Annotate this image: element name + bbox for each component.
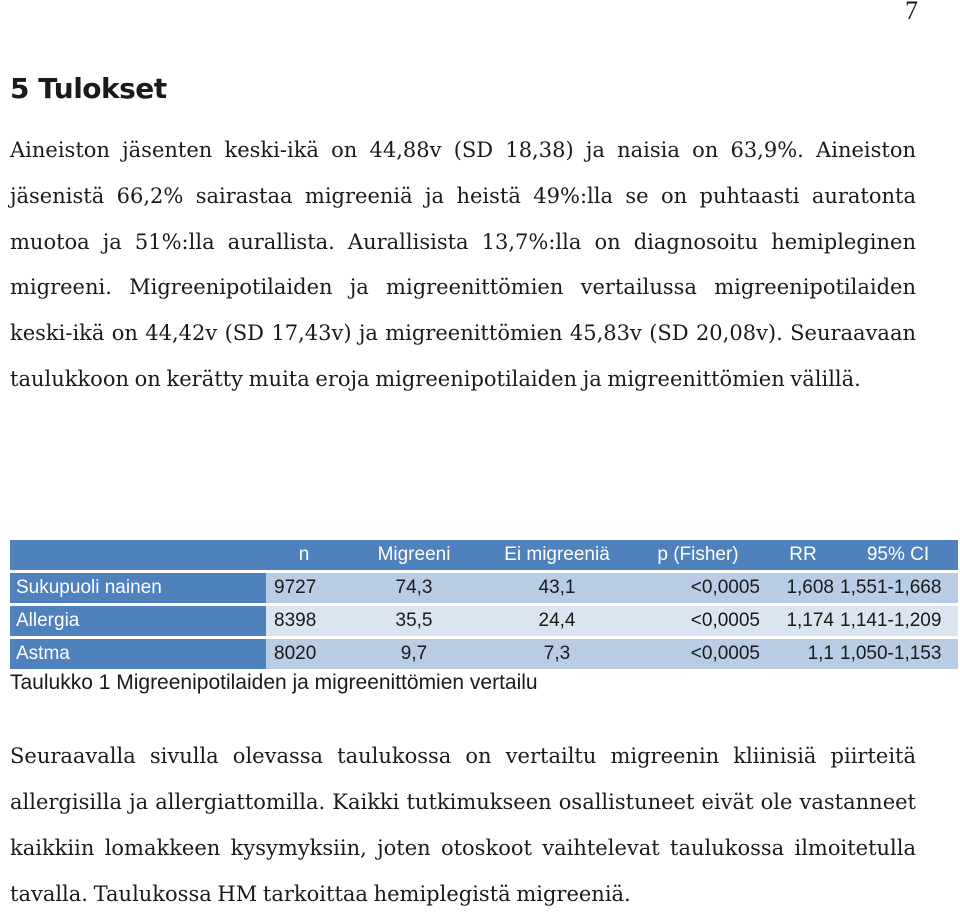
table-row — [10, 606, 958, 636]
cell-migreeni: 74,3 — [342, 573, 486, 603]
cell-p: <0,0005 — [628, 639, 768, 669]
cell-rr: 1,608 — [768, 573, 838, 603]
cell-ei-migreenia: 24,4 — [486, 606, 628, 636]
header-cell-ci: 95% CI — [838, 540, 958, 570]
cell-ei-migreenia: 43,1 — [486, 573, 628, 603]
cell-n: 9727 — [266, 573, 342, 603]
cell-p: <0,0005 — [628, 606, 768, 636]
header-cell-rr: RR — [768, 540, 838, 570]
cell-ci: 1,141-1,209 — [838, 606, 958, 636]
cell-p: <0,0005 — [628, 573, 768, 603]
cell-n: 8020 — [266, 639, 342, 669]
header-cell-n: n — [266, 540, 342, 570]
following-paragraph: Seuraavalla sivulla olevassa taulukossa on vertailtu migreenin kliinisiä piirteitä allergisilla ja allergiattomilla. Kaikki tutkimukseen osallistuneet eivät ole vastanneet kaikkiin lomakkeen kysymyksiin, joten otoskoot vaihtelevat taulukossa ilmoitetulla tavalla. Taulukossa HM tarkoittaa hemiplegistä migreeniä. — [10, 744, 916, 906]
comparison-table — [10, 537, 958, 672]
cell-ci: 1,551-1,668 — [838, 573, 958, 603]
header-cell-migreeni: Migreeni — [342, 540, 486, 570]
section-heading: 5 Tulokset — [10, 72, 167, 105]
page-number: 7 — [905, 0, 918, 25]
table-caption: Taulukko 1 Migreenipotilaiden ja migreenittömien vertailu — [10, 671, 538, 694]
cell-ci: 1,050-1,153 — [838, 639, 958, 669]
cell-n: 8398 — [266, 606, 342, 636]
header-cell-ei-migreenia: Ei migreeniä — [486, 540, 628, 570]
row-label: Sukupuoli nainen — [10, 573, 266, 603]
row-label: Astma — [10, 639, 266, 669]
table-row — [10, 573, 958, 603]
results-paragraph: Aineiston jäsenten keski-ikä on 44,88v (SD 18,38) ja naisia on 63,9%. Aineiston jäsenistä 66,2% sairastaa migreeniä ja heistä 49%:lla se on puhtaasti auratonta muotoa ja 51%:lla aurallista. Aurallisista 13,7%:lla on diagnosoitu hemipleginen migreeni. Migreenipotilaiden ja migreenittömien vertailussa migreenipotilaiden keski-ikä on 44,42v (SD 17,43v) ja migreenittömien 45,83v (SD 20,08v). Seuraavaan taulukkoon on kerätty muita eroja migreenipotilaiden ja migreenittömien välillä. — [10, 138, 916, 391]
row-label: Allergia — [10, 606, 266, 636]
cell-ei-migreenia: 7,3 — [486, 639, 628, 669]
header-cell-label — [10, 540, 266, 570]
cell-migreeni: 35,5 — [342, 606, 486, 636]
table-row — [10, 639, 958, 669]
cell-migreeni: 9,7 — [342, 639, 486, 669]
cell-rr: 1,174 — [768, 606, 838, 636]
table-header-row — [10, 540, 958, 570]
header-cell-p-fisher: p (Fisher) — [628, 540, 768, 570]
cell-rr: 1,1 — [768, 639, 838, 669]
